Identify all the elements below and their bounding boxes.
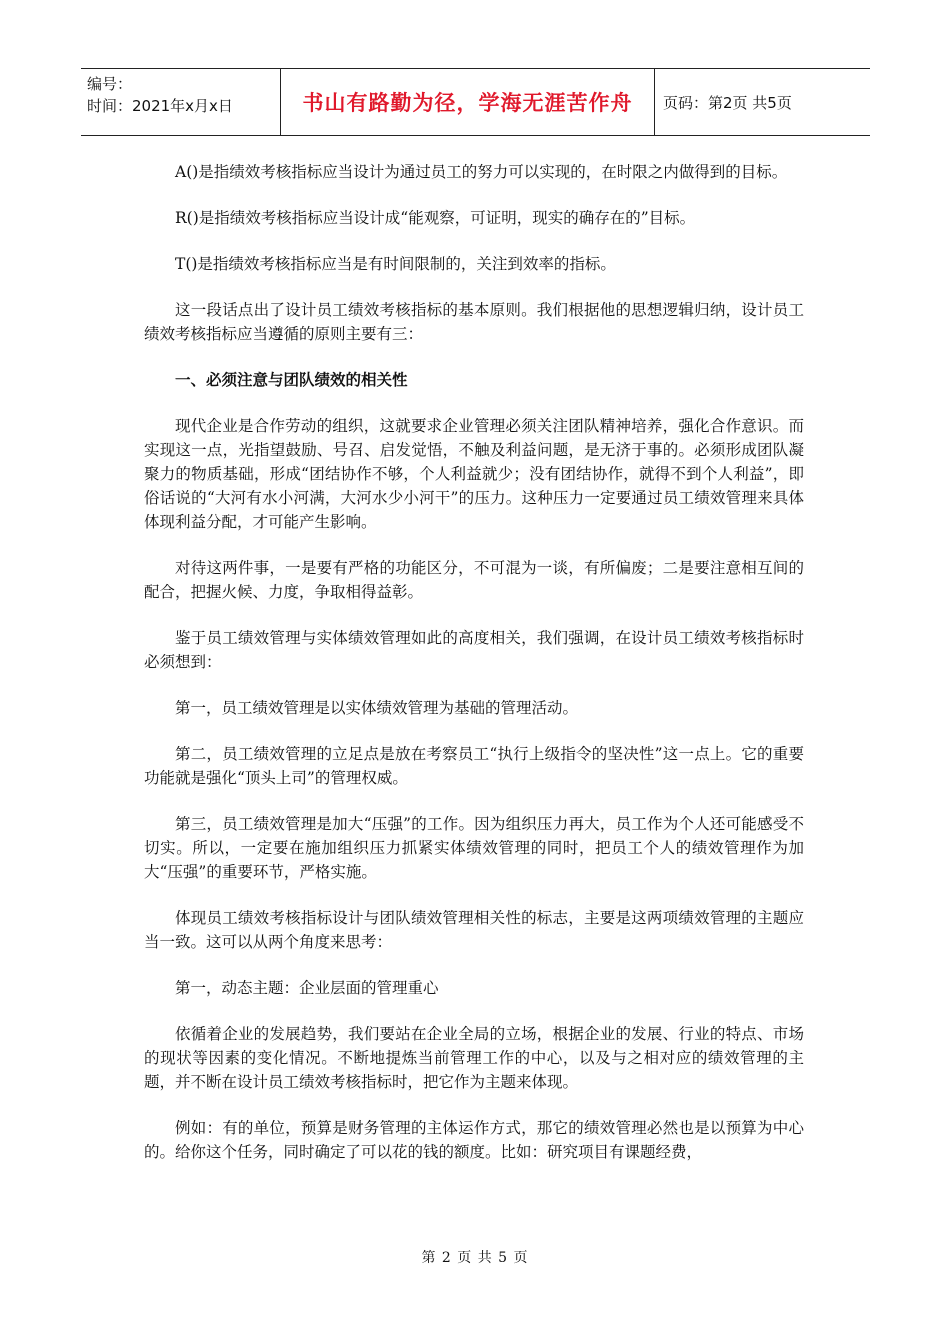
paragraph: R()是指绩效考核指标应当设计成“能观察，可证明，现实的确存在的”目标。 [175,209,696,227]
paragraph: 现代企业是合作劳动的组织，这就要求企业管理必须关注团队精神培养，强化合作意识。而实现这一点，光指望鼓励、号召、启发觉悟，不触及利益问题，是无济于事的。必须形成团队凝聚力的物质基础，形成“团结协作不够，个人利益就少；没有团结协作，就得不到个人利益”，即俗话说的“大河有水小河满，大河水少小河干”的压力。这种压力一定要通过员工绩效管理来具体体现利益分配，才可能产生影响。 [144,417,804,531]
page-footer: 第 2 页 共 5 页 [421,1250,529,1266]
page-header [81,68,870,136]
paragraph: 这一段话点出了设计员工绩效考核指标的基本原则。我们根据他的思想逻辑归纳，设计员工绩效考核指标应当遵循的原则主要有三： [144,301,804,343]
header-motto-cell [281,69,655,135]
paragraph: 第二，员工绩效管理的立足点是放在考察员工“执行上级指令的坚决性”这一点上。它的重要功能就是强化“顶头上司”的管理权威。 [144,745,804,787]
paragraph: 例如：有的单位，预算是财务管理的主体运作方式，那它的绩效管理必然也是以预算为中心的。给你这个任务，同时确定了可以花的钱的额度。比如：研究项目有课题经费， [144,1119,804,1161]
paragraph: 依循着企业的发展趋势，我们要站在企业全局的立场，根据企业的发展、行业的特点、市场的现状等因素的变化情况。不断地提炼当前管理工作的中心，以及与之相对应的绩效管理的主题，并不断在设计员工绩效考核指标时，把它作为主题来体现。 [144,1025,804,1091]
paragraph: 第一，员工绩效管理是以实体绩效管理为基础的管理活动。 [175,699,579,717]
paragraph: 对待这两件事，一是要有严格的功能区分，不可混为一谈，有所偏废；二是要注意相互间的配合，把握火候、力度，争取相得益彰。 [144,559,804,601]
paragraph: 第三，员工绩效管理是加大“压强”的工作。因为组织压力再大，员工作为个人还可能感受不切实。所以，一定要在施加组织压力抓紧实体绩效管理的同时，把员工个人的绩效管理作为加大“压强”的重要环节，严格实施。 [144,815,804,881]
paragraph: A()是指绩效考核指标应当设计为通过员工的努力可以实现的，在时限之内做得到的目标。 [175,163,788,181]
header-motto: 书山有路勤为径，学海无涯苦作舟 [302,91,633,115]
paragraph: 第一，动态主题：企业层面的管理重心 [175,979,439,997]
header-page-info: 页码：第2页 共5页 [663,93,792,112]
paragraph: 鉴于员工绩效管理与实体绩效管理如此的高度相关，我们强调，在设计员工绩效考核指标时必须想到： [144,629,804,671]
document-date-label: 时间：2021年x月x日 [87,97,233,115]
document-body [144,160,804,1186]
paragraph: T()是指绩效考核指标应当是有时间限制的，关注到效率的指标。 [175,255,616,273]
header-meta [81,69,281,135]
document-number-label: 编号： [87,75,133,93]
section-heading: 一、必须注意与团队绩效的相关性 [175,371,408,389]
paragraph: 体现员工绩效考核指标设计与团队绩效管理相关性的标志，主要是这两项绩效管理的主题应当一致。这可以从两个角度来思考： [144,909,804,951]
